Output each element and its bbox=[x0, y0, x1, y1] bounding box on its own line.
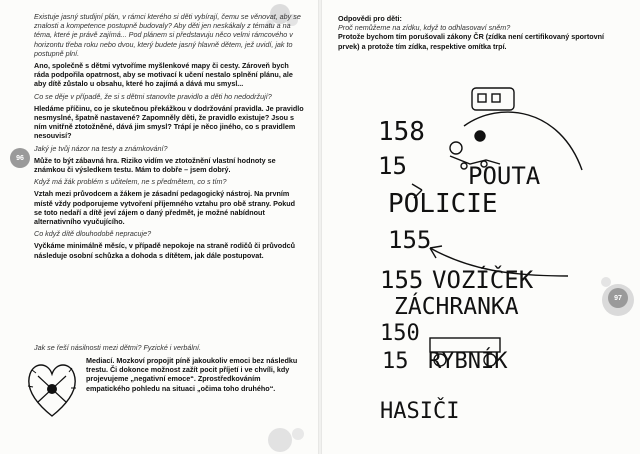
right-page-text bbox=[338, 14, 623, 51]
drawing-text-0: 158 bbox=[378, 117, 425, 147]
question-teacher-problem: Když má žák problém s učitelem, ne s předmětem, co s tím? bbox=[34, 177, 227, 187]
drawing-text-3: POLICIE bbox=[388, 189, 498, 219]
drawing-text-6: VOZÍČEK bbox=[432, 266, 534, 294]
drawing-text-1: 15 bbox=[378, 152, 407, 180]
answer-study-plan: Ano, společně s dětmi vytvoříme myšlenkové mapy či cesty. Zároveň bych ráda podpořila opatrnost, aby se motivací k učení nestalo splnění plánu, ale aby dítě zůstalo u obsahu, které ho zajímá a dává mu smysl... bbox=[34, 61, 293, 89]
answer-violence: Mediací. Mozkoví propojit píně jakoukoliv emoci bez následku trestu. Či dokonce možnost zažít pocit příjetí i ve chvíli, kdy projevujeme „negativní emoce“. Zprostředkováním empatického pohledu na situaci „očima toho druhého“. bbox=[86, 356, 298, 393]
page-number-left: 96 bbox=[10, 148, 30, 168]
question-violence: Jak se řeší násilnosti mezi dětmi? Fyzické i verbální. bbox=[34, 343, 201, 352]
question-study-plan: Existuje jasný studijní plán, v rámci kterého si děti vybírají, čemu se věnovat, aby se znalosti a kompetence postupně budovaly? Aby děti jen neskákaly z tématu a na téma, které je právě zajímá... Pod plánem si představuju něco velmi rámcového v horizontu třeba roku nebo dvou, který budete jasný hlavně dětem, jež uvidí, jak to postupně plní. bbox=[34, 12, 301, 58]
heart-drawing-icon bbox=[22, 356, 82, 422]
drawing-text-4: 155 bbox=[388, 226, 432, 254]
answers-heading: Odpovědi pro děti: bbox=[338, 14, 402, 23]
drawing-text-5: 155 bbox=[380, 266, 424, 294]
drawing-text-7: ZÁCHRANKA bbox=[394, 294, 519, 320]
drawing-text-9: 15 bbox=[382, 349, 409, 374]
drawing-text-2: POUTA bbox=[468, 162, 541, 190]
book-gutter bbox=[318, 0, 322, 454]
answer-rules: Hledáme příčinu, co je skutečnou překážkou v dodržování pravidla. Je pravidlo nesmyslné, špatně nastavené? Zapomněly děti, že pravidlo existuje? Jsou s ním vnitřně ztotožněné, dává jim smysl? Trápí je něco jiného, co s pravidlem nesouvisí? bbox=[34, 103, 304, 141]
answer-not-working: Vyčkáme minimálně měsíc, v případě nepokoje na straně rodičů či průvodců následuje osobní schůzka a dohoda s dítětem, jak dále postupovat. bbox=[34, 241, 295, 260]
answer-tests: Může to být zábavná hra. Riziko vidím ve ztotožnění vlastní hodnoty se známkou či výsledkem testu. Mám to dobře – jsem dobrý. bbox=[34, 155, 276, 175]
ink-splash-bottom bbox=[250, 420, 320, 454]
question-rules: Co se děje v případě, že si s dětmi stanovíte pravidlo a děti ho nedodržují? bbox=[34, 91, 272, 101]
kids-question: Proč nemůžeme na zídku, když to odhlasovaví sněm? bbox=[338, 23, 511, 33]
question-tests: Jaký je tvůj názor na testy a známkování? bbox=[34, 143, 168, 153]
left-page-text bbox=[34, 12, 304, 263]
drawing-text-8: 150 bbox=[380, 321, 420, 346]
drawing-text-11: HASIČI bbox=[380, 399, 460, 424]
drawing-text-10: RYBNÍK bbox=[428, 349, 508, 374]
answer-teacher-problem: Vztah mezi průvodcem a žákem je zásadní pedagogický nástroj. Na prvním místě vždy podporujeme vytvoření příjemného vztahu pro obě strany. Pokud se toto nedaří a dítě jeví zájem o daný předmět, je možné nabídnout alternativního vyučujícího. bbox=[34, 189, 296, 227]
page-number-right: 97 bbox=[608, 288, 628, 308]
question-not-working: Co když dítě dlouhodobě nepracuje? bbox=[34, 229, 152, 239]
kids-answer: Protože bychom tím porušovali zákony ČR (zídka není certifikovaný sportovní prvek) a protože tím zídka, respektive omítka trpí. bbox=[338, 32, 604, 51]
child-drawing bbox=[360, 80, 600, 430]
